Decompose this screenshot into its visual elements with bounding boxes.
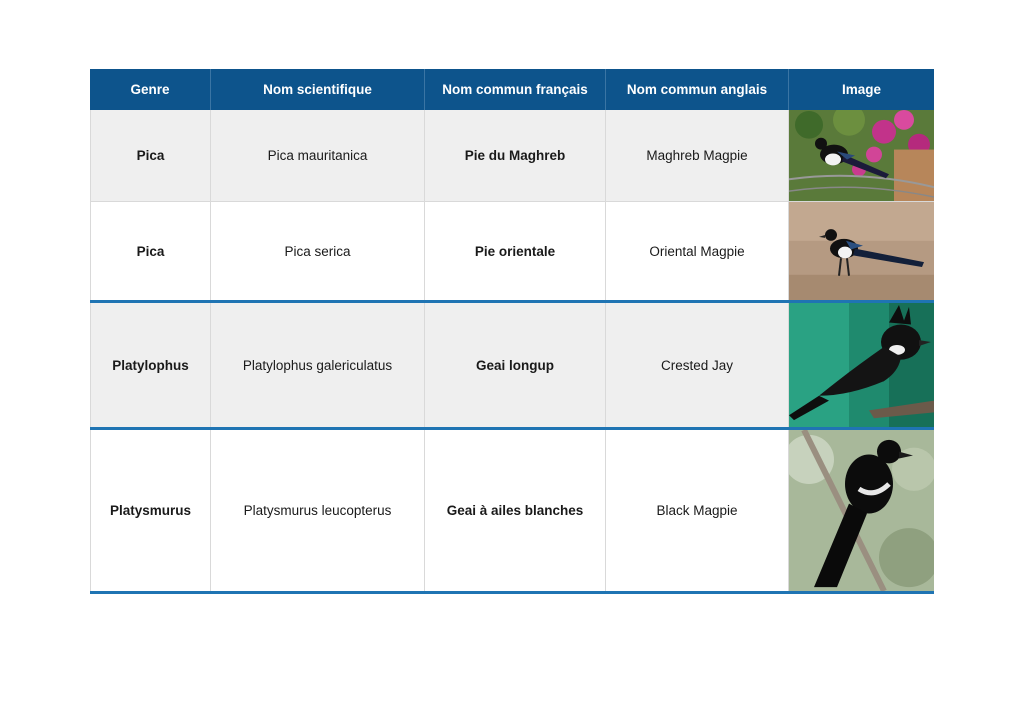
cell-french-name: Pie du Maghreb — [425, 110, 606, 201]
header-english-name: Nom commun anglais — [606, 69, 789, 110]
cell-french-name: Geai longup — [425, 303, 606, 427]
cell-scientific-name: Pica serica — [211, 202, 425, 300]
crested-jay-photo — [789, 303, 934, 427]
table-row — [90, 430, 934, 594]
magpie-ground-photo — [789, 202, 934, 300]
header-genre: Genre — [90, 69, 211, 110]
header-scientific-name: Nom scientifique — [211, 69, 425, 110]
species-table — [90, 69, 934, 594]
cell-english-name: Crested Jay — [606, 303, 789, 427]
black-magpie-photo — [789, 430, 934, 591]
cell-image — [789, 430, 934, 591]
table-header — [90, 69, 934, 110]
cell-english-name: Black Magpie — [606, 430, 789, 591]
cell-french-name: Geai à ailes blanches — [425, 430, 606, 591]
table-row — [90, 303, 934, 430]
cell-image — [789, 202, 934, 300]
table-row — [90, 202, 934, 303]
cell-image — [789, 303, 934, 427]
cell-english-name: Oriental Magpie — [606, 202, 789, 300]
cell-genre: Pica — [90, 110, 211, 201]
cell-genre: Pica — [90, 202, 211, 300]
cell-genre: Platylophus — [90, 303, 211, 427]
cell-french-name: Pie orientale — [425, 202, 606, 300]
cell-genre: Platysmurus — [90, 430, 211, 591]
header-image: Image — [841, 82, 882, 97]
cell-scientific-name: Platylophus galericulatus — [211, 303, 425, 427]
cell-scientific-name: Pica mauritanica — [211, 110, 425, 201]
table-row — [90, 110, 934, 202]
magpie-flowers-photo — [789, 110, 934, 201]
cell-english-name: Maghreb Magpie — [606, 110, 789, 201]
cell-image — [789, 110, 934, 201]
cell-scientific-name: Platysmurus leucopterus — [211, 430, 425, 591]
header-french-name: Nom commun français — [425, 69, 606, 110]
